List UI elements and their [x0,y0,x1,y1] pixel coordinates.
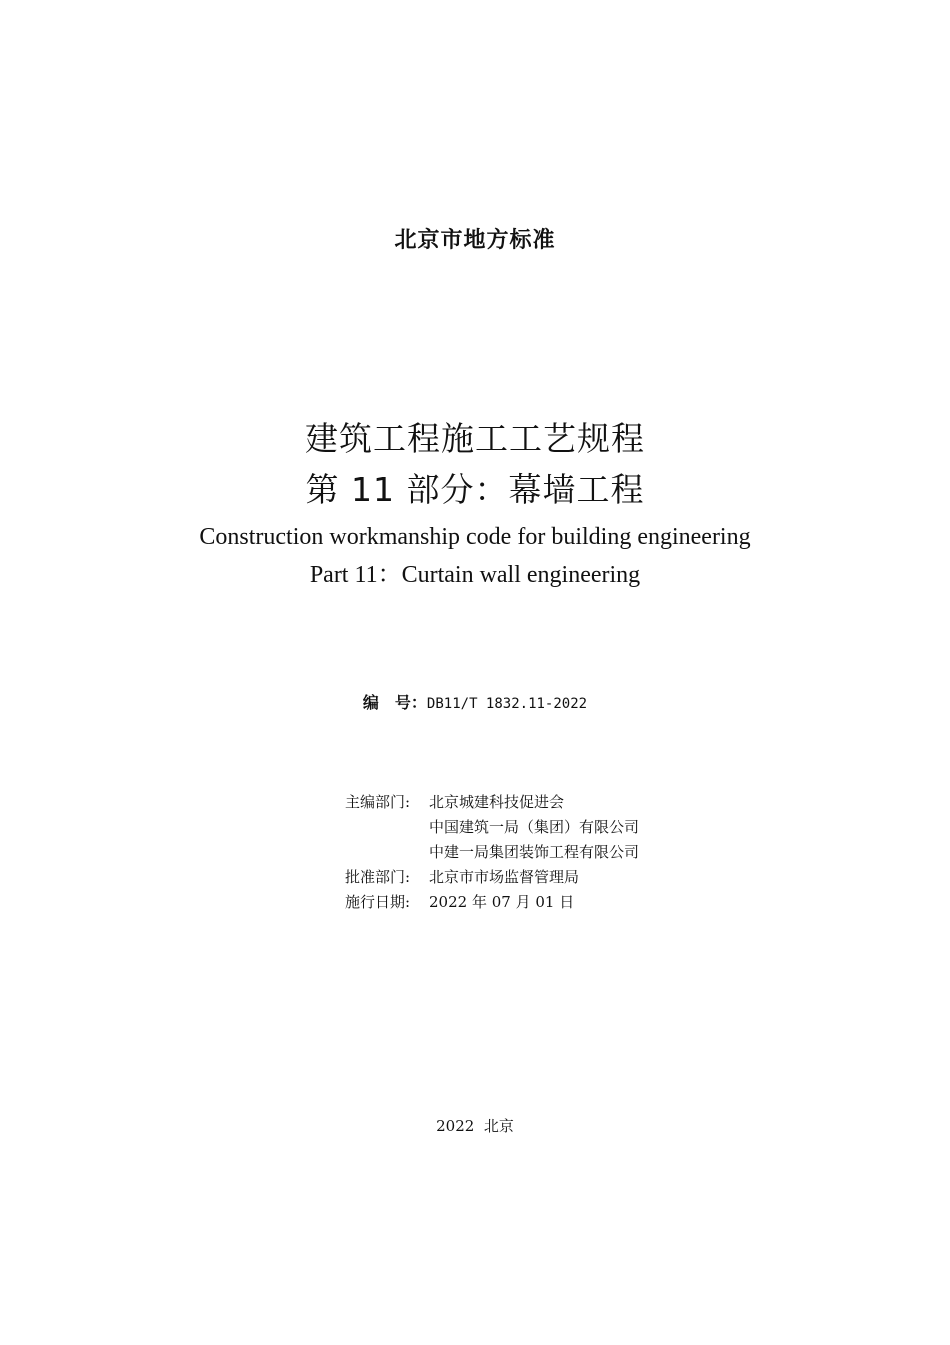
footer-year-place: 2022 北京 [436,1117,514,1135]
title-chinese-line-2: 第 11 部分：幕墙工程 [305,470,645,509]
standard-type-heading: 北京市地方标准 [394,228,556,253]
effective-date-value: 2022 年 07 月 01 日 [429,893,575,911]
editor-label: 主编部门: [345,793,411,811]
approver-label: 批准部门: [345,868,411,886]
editor-row [345,790,745,865]
standard-code-label: 编 号： [362,693,427,712]
title-english-line-1: Construction workmanship code for building engineering [199,524,751,550]
effective-date-row [345,890,745,915]
editor-item: 中建一局集团装饰工程有限公司 [429,843,640,861]
title-english-line-2: Part 11：Curtain wall engineering [309,562,641,588]
effective-date-label: 施行日期: [345,893,411,911]
editor-item: 中国建筑一局（集团）有限公司 [429,818,640,836]
title-chinese-line-1: 建筑工程施工工艺规程 [305,419,645,458]
standard-code-value: DB11/T 1832.11-2022 [426,696,588,712]
approver-row [345,865,745,890]
publication-info-block [345,790,745,915]
standard-code-line [0,692,950,715]
editor-list [429,790,639,865]
approver-value: 北京市市场监督管理局 [429,868,580,886]
editor-item: 北京城建科技促进会 [429,793,565,811]
